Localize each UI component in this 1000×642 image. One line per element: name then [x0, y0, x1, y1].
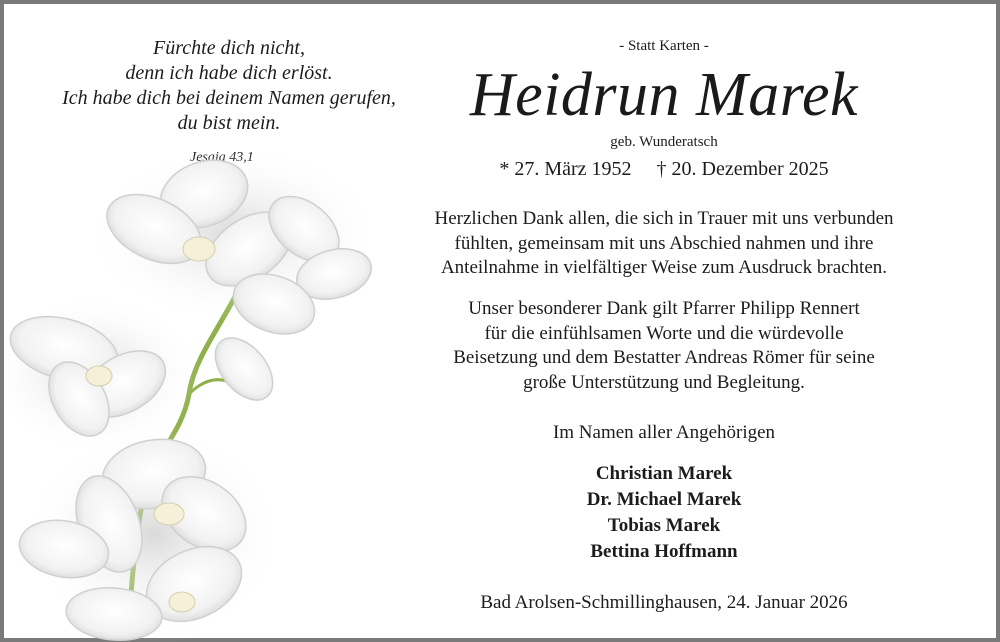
verse-line: Ich habe dich bei deinem Namen gerufen,: [62, 87, 396, 109]
family-member: Christian Marek: [595, 463, 733, 484]
paragraph-line: Beisetzung und dem Bestatter Andreas Römer für seine: [453, 347, 875, 368]
verse-line: denn ich habe dich erlöst.: [125, 62, 333, 84]
statt-karten-label: - Statt Karten -: [619, 38, 709, 54]
bible-verse: [34, 36, 424, 136]
paragraph-line: Unser besonderer Dank gilt Pfarrer Philipp Rennert: [468, 298, 860, 319]
paragraph-line: große Unterstützung und Begleitung.: [523, 371, 805, 393]
family-intro: Im Namen aller Angehörigen: [552, 422, 776, 443]
orchid-image: [4, 154, 404, 642]
family-member: Tobias Marek: [607, 515, 721, 536]
place-and-date: Bad Arolsen-Schmillinghausen, 24. Januar 2026: [480, 592, 848, 613]
paragraph-line: für die einfühlsamen Worte und die würdevolle: [484, 322, 844, 344]
death-date: † 20. Dezember 2025: [656, 158, 829, 180]
deceased-name: Heidrun Marek: [469, 61, 859, 129]
maiden-name: geb. Wunderatsch: [610, 134, 718, 150]
paragraph-line: Herzlichen Dank allen, die sich in Trauer mit uns verbunden: [434, 208, 894, 229]
paragraph-line: Anteilnahme in vielfältiger Weise zum Ausdruck brachten.: [440, 257, 888, 278]
life-dates: [424, 158, 904, 181]
thanks-paragraph-2: [394, 297, 934, 395]
verse-line: du bist mein.: [177, 112, 281, 134]
paragraph-line: fühlten, gemeinsam mit uns Abschied nahmen und ihre: [454, 232, 874, 254]
family-member: Dr. Michael Marek: [586, 489, 742, 510]
birth-date: * 27. März 1952: [499, 158, 632, 180]
verse-line: Fürchte dich nicht,: [153, 37, 305, 59]
family-member: Bettina Hoffmann: [590, 541, 738, 562]
thanks-paragraph-1: [394, 207, 934, 281]
family-members: [424, 461, 904, 565]
